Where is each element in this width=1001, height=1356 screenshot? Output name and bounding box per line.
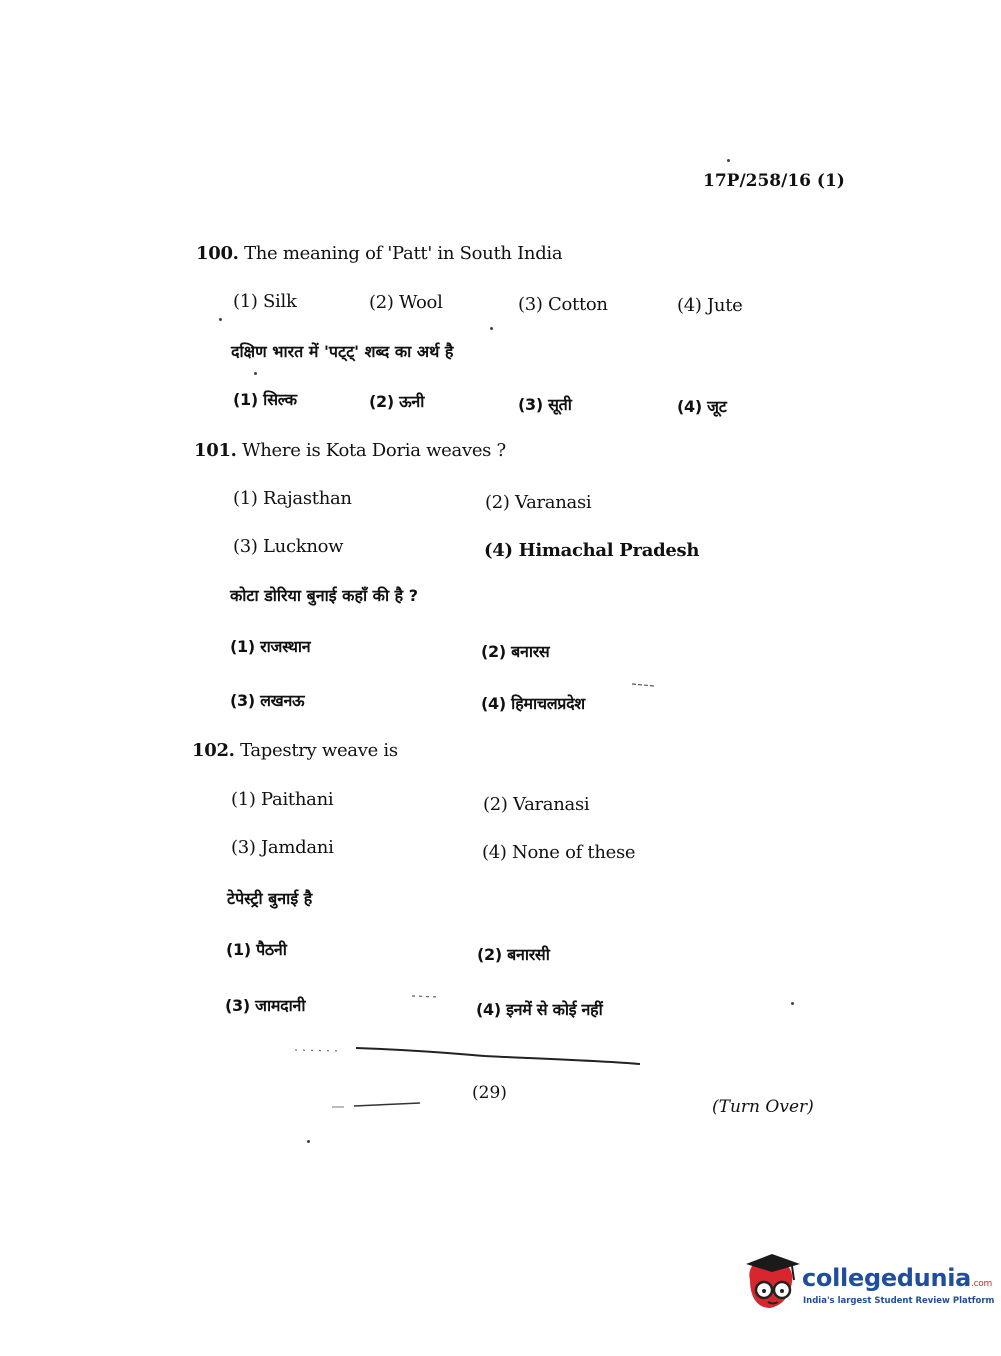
question-number: 100. xyxy=(196,243,239,264)
question-number: 101. xyxy=(194,440,237,461)
question-text: Tapestry weave is xyxy=(240,740,398,761)
q102-option-3: (3) Jamdani xyxy=(231,837,334,858)
q101-option-2: (2) Varanasi xyxy=(485,492,592,513)
scan-speck xyxy=(307,1140,310,1143)
q102-hindi-option-4: (4) इनमें से कोई नहीं xyxy=(476,1000,603,1019)
logo-tagline: India's largest Student Review Platform xyxy=(803,1296,995,1306)
q102-hindi-option-3: (3) जामदानी xyxy=(225,996,306,1015)
question-text: Where is Kota Doria weaves ? xyxy=(242,440,506,461)
stray-mark xyxy=(330,1098,430,1112)
q102-hindi-option-1: (1) पैठनी xyxy=(226,940,287,959)
q102-hindi-option-2: (2) बनारसी xyxy=(477,945,550,964)
q100-option-4: (4) Jute xyxy=(677,295,743,316)
q101-hindi-option-3: (3) लखनऊ xyxy=(230,691,305,710)
question-101 xyxy=(194,440,506,461)
scan-speck xyxy=(254,372,257,375)
q101-hindi-text: कोटा डोरिया बुनाई कहाँ की है ? xyxy=(230,586,419,605)
option-text: (4) Himachal Pradesh xyxy=(484,540,700,561)
bottom-rule xyxy=(290,1040,650,1070)
question-number: 102. xyxy=(192,740,235,761)
scan-speck xyxy=(490,327,493,330)
scan-speck xyxy=(727,159,730,162)
scan-speck xyxy=(791,1002,794,1005)
logo-suffix: .com xyxy=(971,1279,992,1289)
q101-hindi-option-4: (4) हिमाचलप्रदेश xyxy=(481,694,585,713)
question-100 xyxy=(196,243,562,264)
paper-code: 17P/258/16 (1) xyxy=(703,171,845,191)
page-number: (29) xyxy=(472,1083,507,1103)
q102-option-4: (4) None of these xyxy=(482,842,636,863)
collegedunia-logo xyxy=(742,1250,995,1316)
mascot-icon xyxy=(742,1250,802,1314)
q101-hindi-option-2: (2) बनारस xyxy=(481,642,550,661)
q102-option-2: (2) Varanasi xyxy=(483,794,590,815)
logo-wordmark xyxy=(802,1264,992,1292)
q102-hindi-text: टेपेस्ट्री बुनाई है xyxy=(227,889,313,908)
q101-hindi-option-1: (1) राजस्थान xyxy=(230,637,311,656)
question-102 xyxy=(192,740,398,761)
stray-mark xyxy=(410,992,450,1002)
q100-hindi-option-4: (4) जूट xyxy=(677,397,727,416)
q100-hindi-text: दक्षिण भारत में 'पट्ट्' शब्द का अर्थ है xyxy=(231,342,454,361)
q100-hindi-option-1: (1) सिल्क xyxy=(233,390,297,409)
q100-option-3: (3) Cotton xyxy=(518,294,608,315)
scan-speck xyxy=(219,318,222,321)
q101-option-1: (1) Rajasthan xyxy=(233,488,352,509)
q100-option-2: (2) Wool xyxy=(369,292,443,313)
turn-over: (Turn Over) xyxy=(712,1097,814,1117)
q101-option-3: (3) Lucknow xyxy=(233,536,344,557)
q102-option-1: (1) Paithani xyxy=(231,789,334,810)
q100-option-1: (1) Silk xyxy=(233,291,297,312)
q100-hindi-option-2: (2) ऊनी xyxy=(369,392,425,411)
q100-hindi-option-3: (3) सूती xyxy=(518,395,572,414)
stray-mark xyxy=(630,680,660,690)
q101-option-4 xyxy=(484,540,699,561)
logo-name: collegedunia xyxy=(802,1264,972,1292)
question-text: The meaning of 'Patt' in South India xyxy=(244,243,563,264)
